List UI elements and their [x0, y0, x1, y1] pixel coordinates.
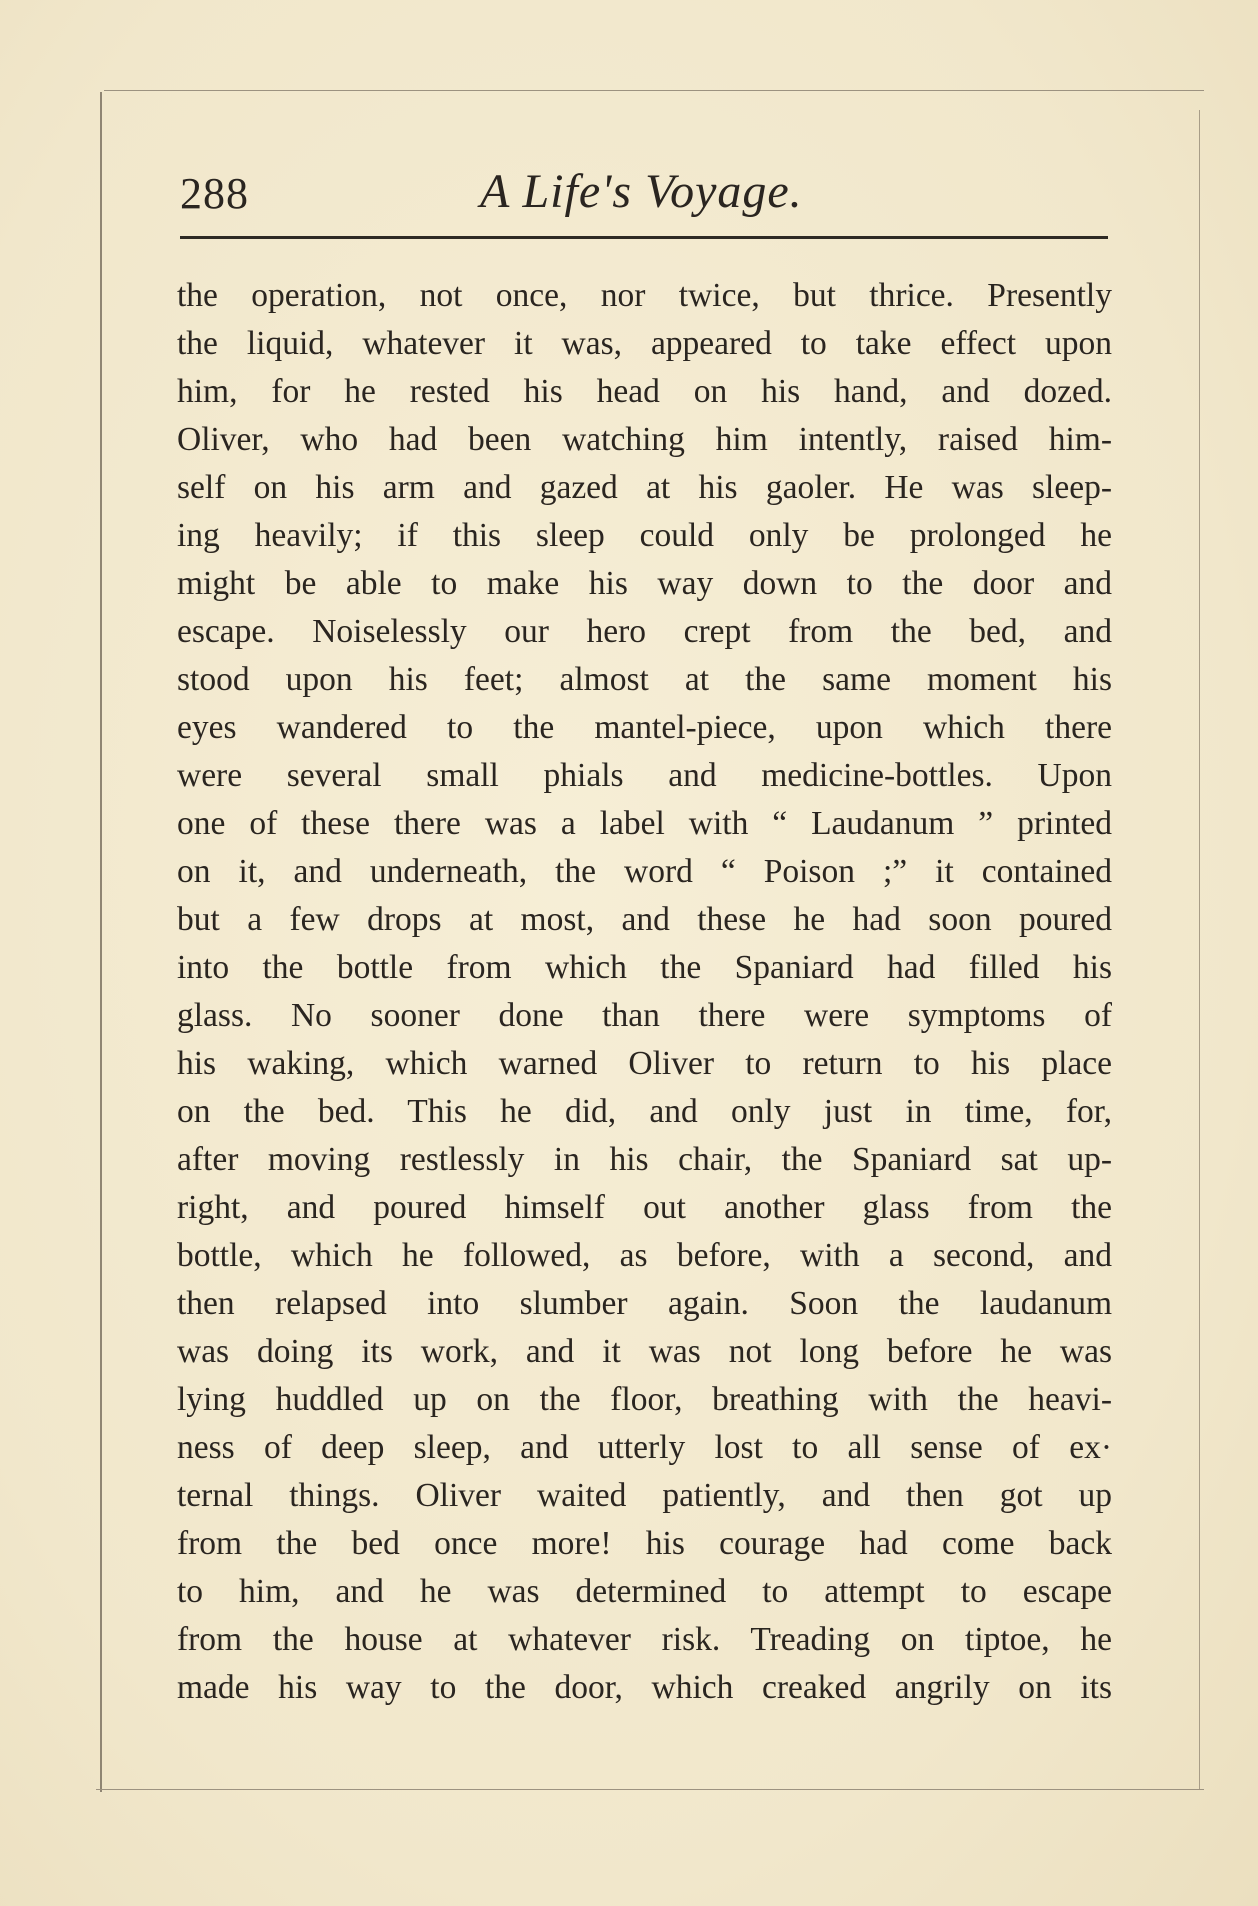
text-line: into the bottle from which the Spaniard had filled his: [177, 949, 1112, 986]
text-line: escape. Noiselessly our hero crept from the bed, and: [177, 613, 1112, 650]
text-line: one of these there was a label with “ Laudanum ” printed: [177, 805, 1112, 842]
text-line: on the bed. This he did, and only just in time, for,: [177, 1093, 1112, 1130]
text-line: right, and poured himself out another glass from the: [177, 1189, 1112, 1226]
text-line: his waking, which warned Oliver to return to his place: [177, 1045, 1112, 1082]
text-line: ness of deep sleep, and utterly lost to all sense of ex·: [177, 1429, 1112, 1466]
text-line: after moving restlessly in his chair, the Spaniard sat up-: [177, 1141, 1112, 1178]
scan-edge-right: [1199, 110, 1200, 1790]
text-line: glass. No sooner done than there were symptoms of: [177, 997, 1112, 1034]
text-line: but a few drops at most, and these he had soon poured: [177, 901, 1112, 938]
text-line: Oliver, who had been watching him intently, raised him-: [177, 421, 1112, 458]
scan-edge-top: [104, 90, 1204, 91]
text-line: ing heavily; if this sleep could only be prolonged he: [177, 517, 1112, 554]
text-line: then relapsed into slumber again. Soon the laudanum: [177, 1285, 1112, 1322]
text-line: was doing its work, and it was not long before he was: [177, 1333, 1112, 1370]
text-line: on it, and underneath, the word “ Poison ;” it contained: [177, 853, 1112, 890]
text-line: ternal things. Oliver waited patiently, and then got up: [177, 1477, 1112, 1514]
text-line: stood upon his feet; almost at the same moment his: [177, 661, 1112, 698]
text-line: eyes wandered to the mantel-piece, upon which there: [177, 709, 1112, 746]
body-text: [177, 272, 1112, 1712]
text-line: bottle, which he followed, as before, with a second, and: [177, 1237, 1112, 1274]
text-line: him, for he rested his head on his hand, and dozed.: [177, 373, 1112, 410]
scan-edge-left: [100, 92, 102, 1792]
text-line: were several small phials and medicine-bottles. Upon: [177, 757, 1112, 794]
text-line: lying huddled up on the floor, breathing with the heavi-: [177, 1381, 1112, 1418]
text-line: the operation, not once, nor twice, but thrice. Presently: [177, 277, 1112, 314]
text-line: made his way to the door, which creaked angrily on its: [177, 1669, 1112, 1706]
running-head: [180, 160, 1110, 230]
header-rule: [180, 236, 1108, 239]
text-line: from the bed once more! his courage had come back: [177, 1525, 1112, 1562]
text-line: the liquid, whatever it was, appeared to take effect upon: [177, 325, 1112, 362]
running-title: A Life's Voyage.: [480, 165, 803, 218]
text-line: to him, and he was determined to attempt to escape: [177, 1573, 1112, 1610]
page-number: 288: [180, 169, 249, 218]
text-line: might be able to make his way down to the door and: [177, 565, 1112, 602]
scan-edge-bottom: [96, 1789, 1204, 1790]
text-line: self on his arm and gazed at his gaoler. He was sleep-: [177, 469, 1112, 506]
text-line: from the house at whatever risk. Treading on tiptoe, he: [177, 1621, 1112, 1658]
